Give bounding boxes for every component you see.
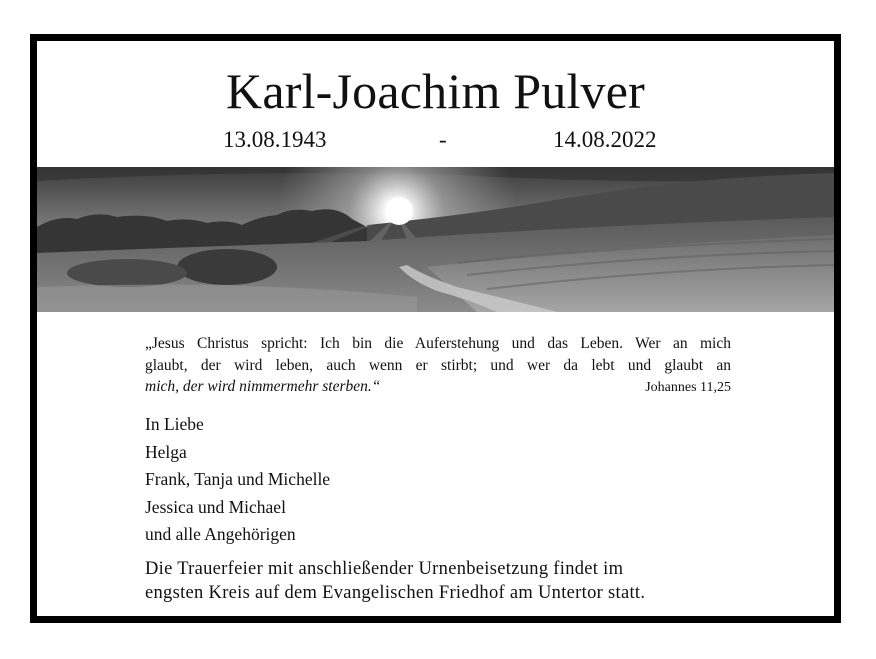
verse-line-2: glaubt, der wird leben, auch wenn er stirbt; und wer da lebt und glaubt an: [145, 356, 731, 374]
obituary-frame: [30, 34, 841, 623]
mourners-intro: In Liebe: [145, 414, 204, 434]
mourner-name: Jessica und Michael: [145, 496, 286, 517]
mourner-name: Frank, Tanja und Michelle: [145, 469, 331, 489]
mourner-name: Helga: [145, 441, 187, 462]
mourner-name: und alle Angehörigen: [145, 524, 296, 544]
verse-reference: Johannes 11,25: [645, 380, 731, 395]
landscape-sunset-photo: [37, 167, 834, 312]
mourners-list: [145, 411, 330, 549]
birth-date: 13.08.1943: [223, 127, 327, 152]
verse-line-3: mich, der wird nimmermehr sterben.“: [145, 378, 381, 395]
date-separator: -: [439, 127, 447, 152]
death-date: 14.08.2022: [553, 127, 657, 152]
verse-line-1: „Jesus Christus spricht: Ich bin die Auferstehung und das Leben. Wer an mich: [145, 335, 731, 352]
bible-verse: [145, 333, 731, 399]
notice-line-1: Die Trauerfeier mit anschließender Urnenbeisetzung findet im: [145, 559, 624, 579]
deceased-name: Karl-Joachim Pulver: [226, 63, 645, 119]
life-dates: [37, 125, 834, 155]
notice-line-2: engsten Kreis auf dem Evangelischen Friedhof am Untertor statt.: [145, 583, 646, 603]
funeral-notice: [145, 557, 745, 605]
